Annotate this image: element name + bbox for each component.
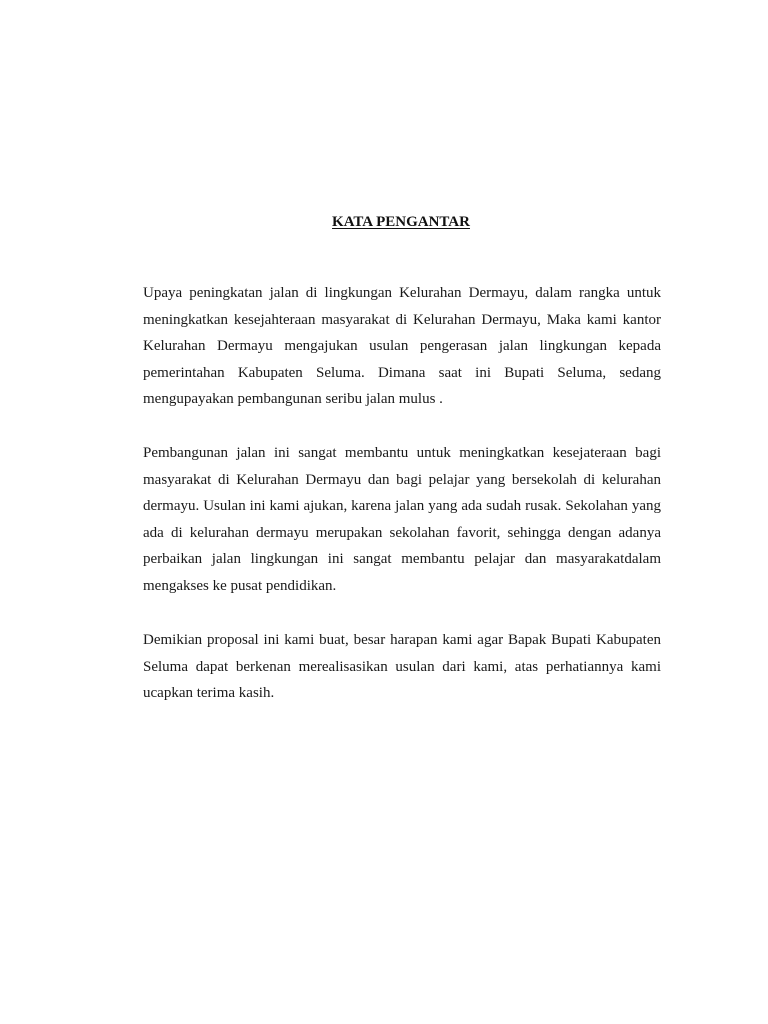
paragraph-benefits: Pembangunan jalan ini sangat membantu untuk meningkatkan kesejateraan bagi masyarakat di Kelurahan Dermayu dan bagi pelajar yang bersekolah di kelurahan dermayu. Usulan ini kami ajukan, karena jalan yang ada sudah rusak. Sekolahan yang ada di kelurahan dermayu merupakan sekolahan favorit, sehingga dengan adanya perbaikan jalan lingkungan ini sangat membantu pelajar dan masyarakatdalam mengakses ke pusat pendidikan. <box>143 445 661 594</box>
document-title: KATA PENGANTAR <box>332 214 470 230</box>
paragraph-closing: Demikian proposal ini kami buat, besar harapan kami agar Bapak Bupati Kabupaten Seluma dapat berkenan merealisasikan usulan dari kami, atas perhatiannya kami ucapkan terima kasih. <box>143 632 661 701</box>
paragraph-intro: Upaya peningkatan jalan di lingkungan Kelurahan Dermayu, dalam rangka untuk meningkatkan kesejahteraan masyarakat di Kelurahan Dermayu, Maka kami kantor Kelurahan Dermayu mengajukan usulan pengerasan jalan lingkungan kepada pemerintahan Kabupaten Seluma. Dimana saat ini Bupati Seluma, sedang mengupayakan pembangunan seribu jalan mulus . <box>143 285 661 407</box>
